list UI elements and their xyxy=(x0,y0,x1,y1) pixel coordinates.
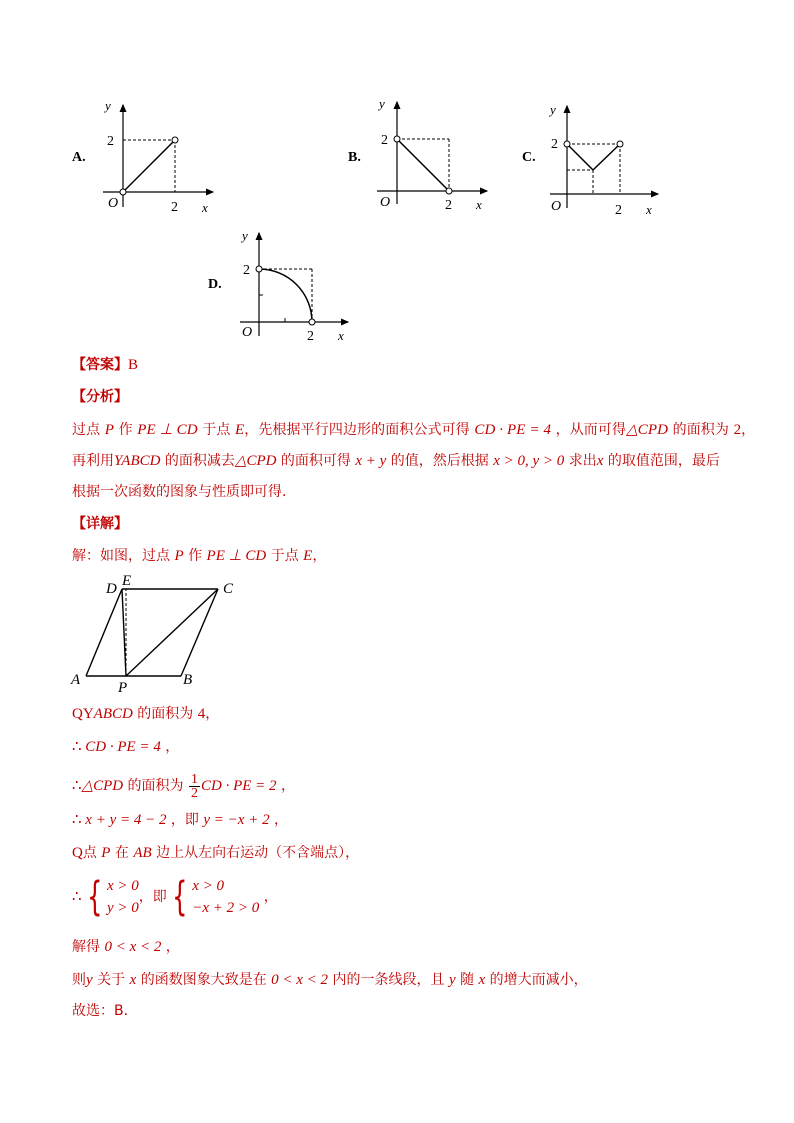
inequality-system-1 xyxy=(107,875,139,919)
system-row: x > 0 xyxy=(107,878,139,894)
analysis-line-2 xyxy=(72,451,720,471)
detail-text: ， xyxy=(276,778,295,794)
detail-step-3 xyxy=(72,769,295,803)
detail-math: AB xyxy=(133,845,152,861)
inequality-system-2 xyxy=(192,875,259,919)
x-tick-label: 2 xyxy=(615,203,622,216)
detail-math: ∴ xyxy=(72,778,82,794)
detail-text: 的面积为 xyxy=(123,778,188,794)
analysis-text: 的面积可得 xyxy=(276,453,356,469)
analysis-math: PE ⊥ CD xyxy=(137,422,198,438)
detail-step-6 xyxy=(72,872,278,922)
fraction-numerator: 1 xyxy=(191,771,198,787)
detail-math: ∴ xyxy=(72,739,86,755)
detail-math: y xyxy=(448,972,456,988)
analysis-text: 的值，然后根据 xyxy=(386,453,494,469)
y-tick-label: 2 xyxy=(243,263,250,278)
analysis-text: ，先根据平行四边形的面积公式可得 xyxy=(244,422,475,438)
y-axis-label: y xyxy=(379,96,385,111)
analysis-text: 的取值范围，最后 xyxy=(603,453,720,469)
detail-header: 【详解】 xyxy=(72,516,128,532)
detail-text: 的面积为 xyxy=(132,706,198,722)
origin-label: O xyxy=(380,195,391,210)
point-a-label: A xyxy=(71,672,81,688)
detail-text: 的增大而减小， xyxy=(485,972,588,988)
x-axis-label: x xyxy=(476,197,482,212)
one-half-fraction xyxy=(189,773,200,800)
parallelogram-figure xyxy=(66,572,256,698)
detail-text: 解得 xyxy=(72,939,105,955)
detail-math: ∴ xyxy=(72,812,86,828)
detail-math: y xyxy=(86,972,93,988)
detail-text: ， xyxy=(259,889,278,905)
left-brace: { xyxy=(171,874,188,920)
detail-text: 点 xyxy=(82,845,102,861)
detail-math: x xyxy=(478,972,486,988)
detail-math: ABCD xyxy=(93,706,133,722)
detail-text: 的函数图象大致是在 xyxy=(136,972,272,988)
detail-text: 内的一条线段，且 xyxy=(328,972,449,988)
point-c-label: C xyxy=(223,581,234,597)
x-axis-label: x xyxy=(202,200,208,215)
detail-math: QY xyxy=(72,706,94,722)
detail-text: 于点 xyxy=(266,548,304,564)
detail-text: ， xyxy=(160,739,180,755)
x-axis-label: x xyxy=(646,202,652,216)
analysis-math: P xyxy=(104,422,115,438)
detail-math: △CPD xyxy=(81,778,124,794)
origin-label: O xyxy=(242,325,253,340)
analysis-math: x xyxy=(596,453,604,469)
analysis-header: 【分析】 xyxy=(72,389,128,405)
analysis-math: E xyxy=(234,422,245,438)
point-b-label: B xyxy=(183,672,193,688)
detail-math: E xyxy=(303,548,313,564)
detail-text: ，即 xyxy=(166,812,204,828)
detail-step-4 xyxy=(72,810,288,830)
system-row: y > 0 xyxy=(107,900,139,916)
analysis-math: YABCD xyxy=(114,453,161,469)
analysis-text: 根据一次函数的图象与性质即可得． xyxy=(72,484,296,500)
x-tick-label: 2 xyxy=(445,198,452,212)
detail-step-5 xyxy=(72,843,359,863)
system-row: −x + 2 > 0 xyxy=(192,900,260,916)
origin-label: O xyxy=(551,199,562,214)
option-c-label[interactable]: C. xyxy=(522,150,536,165)
detail-text: 故选：B． xyxy=(72,1003,138,1019)
y-tick-label: 2 xyxy=(107,134,114,149)
detail-line-1 xyxy=(72,546,326,566)
point-e-label: E xyxy=(122,573,132,589)
option-b-graph xyxy=(369,92,499,212)
detail-math: y = −x + 2 xyxy=(203,812,270,828)
analysis-text: 的面积为 xyxy=(668,422,734,438)
detail-math: CD · PE = 2 xyxy=(201,778,277,794)
option-a-graph xyxy=(95,95,225,215)
detail-math: 0 < x < 2 xyxy=(104,939,162,955)
analysis-line-3 xyxy=(72,482,296,502)
detail-math: P xyxy=(101,845,111,861)
analysis-math: △CPD xyxy=(626,422,669,438)
option-b-label[interactable]: B. xyxy=(348,150,361,165)
option-a-label[interactable]: A. xyxy=(72,150,86,165)
answer-header: 【答案】 xyxy=(72,357,128,373)
origin-label: O xyxy=(108,196,119,211)
x-axis-label: x xyxy=(338,328,344,343)
analysis-math: 2 xyxy=(733,422,742,438)
analysis-math: x > 0, y > 0 xyxy=(493,453,565,469)
analysis-math: x + y xyxy=(355,453,387,469)
analysis-text: 再利用 xyxy=(72,453,114,469)
detail-math: 4 xyxy=(197,706,206,722)
analysis-math: △CPD xyxy=(234,453,277,469)
analysis-text: ，从而可得 xyxy=(551,422,627,438)
answer-value: B xyxy=(128,357,139,373)
detail-step-9 xyxy=(72,1001,138,1021)
detail-text: 解：如图，过点 xyxy=(72,548,175,564)
detail-step-2 xyxy=(72,737,179,757)
detail-math: x + y = 4 − 2 xyxy=(85,812,167,828)
detail-step-8 xyxy=(72,970,588,990)
detail-text: ， xyxy=(269,812,289,828)
detail-math: 0 < x < 2 xyxy=(271,972,329,988)
option-d-graph xyxy=(230,223,360,343)
analysis-text: 过点 xyxy=(72,422,105,438)
analysis-math: CD · PE = 4 xyxy=(474,422,552,438)
system-row: x > 0 xyxy=(192,878,225,894)
analysis-line-1 xyxy=(72,420,755,440)
detail-math: x xyxy=(129,972,137,988)
y-tick-label: 2 xyxy=(381,133,388,148)
analysis-text: 作 xyxy=(114,422,138,438)
detail-math: PE ⊥ CD xyxy=(206,548,267,564)
detail-step-1 xyxy=(72,704,219,724)
detail-math: Q xyxy=(72,845,83,861)
detail-math: ∴ xyxy=(72,889,82,905)
detail-step-7 xyxy=(72,937,180,957)
analysis-text: 的面积减去 xyxy=(160,453,235,469)
x-tick-label: 2 xyxy=(307,329,314,343)
detail-math: CD · PE = 4 xyxy=(85,739,161,755)
detail-text: ， xyxy=(205,706,220,722)
analysis-text: ， xyxy=(741,422,756,438)
detail-text: 在 xyxy=(110,845,134,861)
detail-text: 作 xyxy=(183,548,207,564)
y-axis-label: y xyxy=(105,98,111,113)
fraction-denominator: 2 xyxy=(191,785,198,801)
answer-line xyxy=(72,355,138,375)
detail-text: ， xyxy=(161,939,180,955)
option-d-label[interactable]: D. xyxy=(208,277,222,292)
y-axis-label: y xyxy=(550,102,556,117)
analysis-header-line xyxy=(72,387,128,407)
detail-text: ，即 xyxy=(138,889,167,905)
detail-text: 随 xyxy=(455,972,479,988)
detail-text: ， xyxy=(312,548,327,564)
point-p-label: P xyxy=(118,680,128,696)
point-d-label: D xyxy=(106,581,117,597)
x-tick-label: 2 xyxy=(171,200,178,215)
left-brace: { xyxy=(86,874,102,920)
y-axis-label: y xyxy=(242,228,248,243)
detail-text: 则 xyxy=(72,972,86,988)
detail-math: P xyxy=(174,548,184,564)
analysis-text: 求出 xyxy=(564,453,597,469)
y-tick-label: 2 xyxy=(551,137,558,152)
analysis-text: 于点 xyxy=(197,422,235,438)
detail-text: 关于 xyxy=(92,972,130,988)
option-c-graph xyxy=(540,96,670,216)
detail-text: 边上从左向右运动（不含端点）， xyxy=(151,845,360,861)
detail-header-line xyxy=(72,514,128,534)
